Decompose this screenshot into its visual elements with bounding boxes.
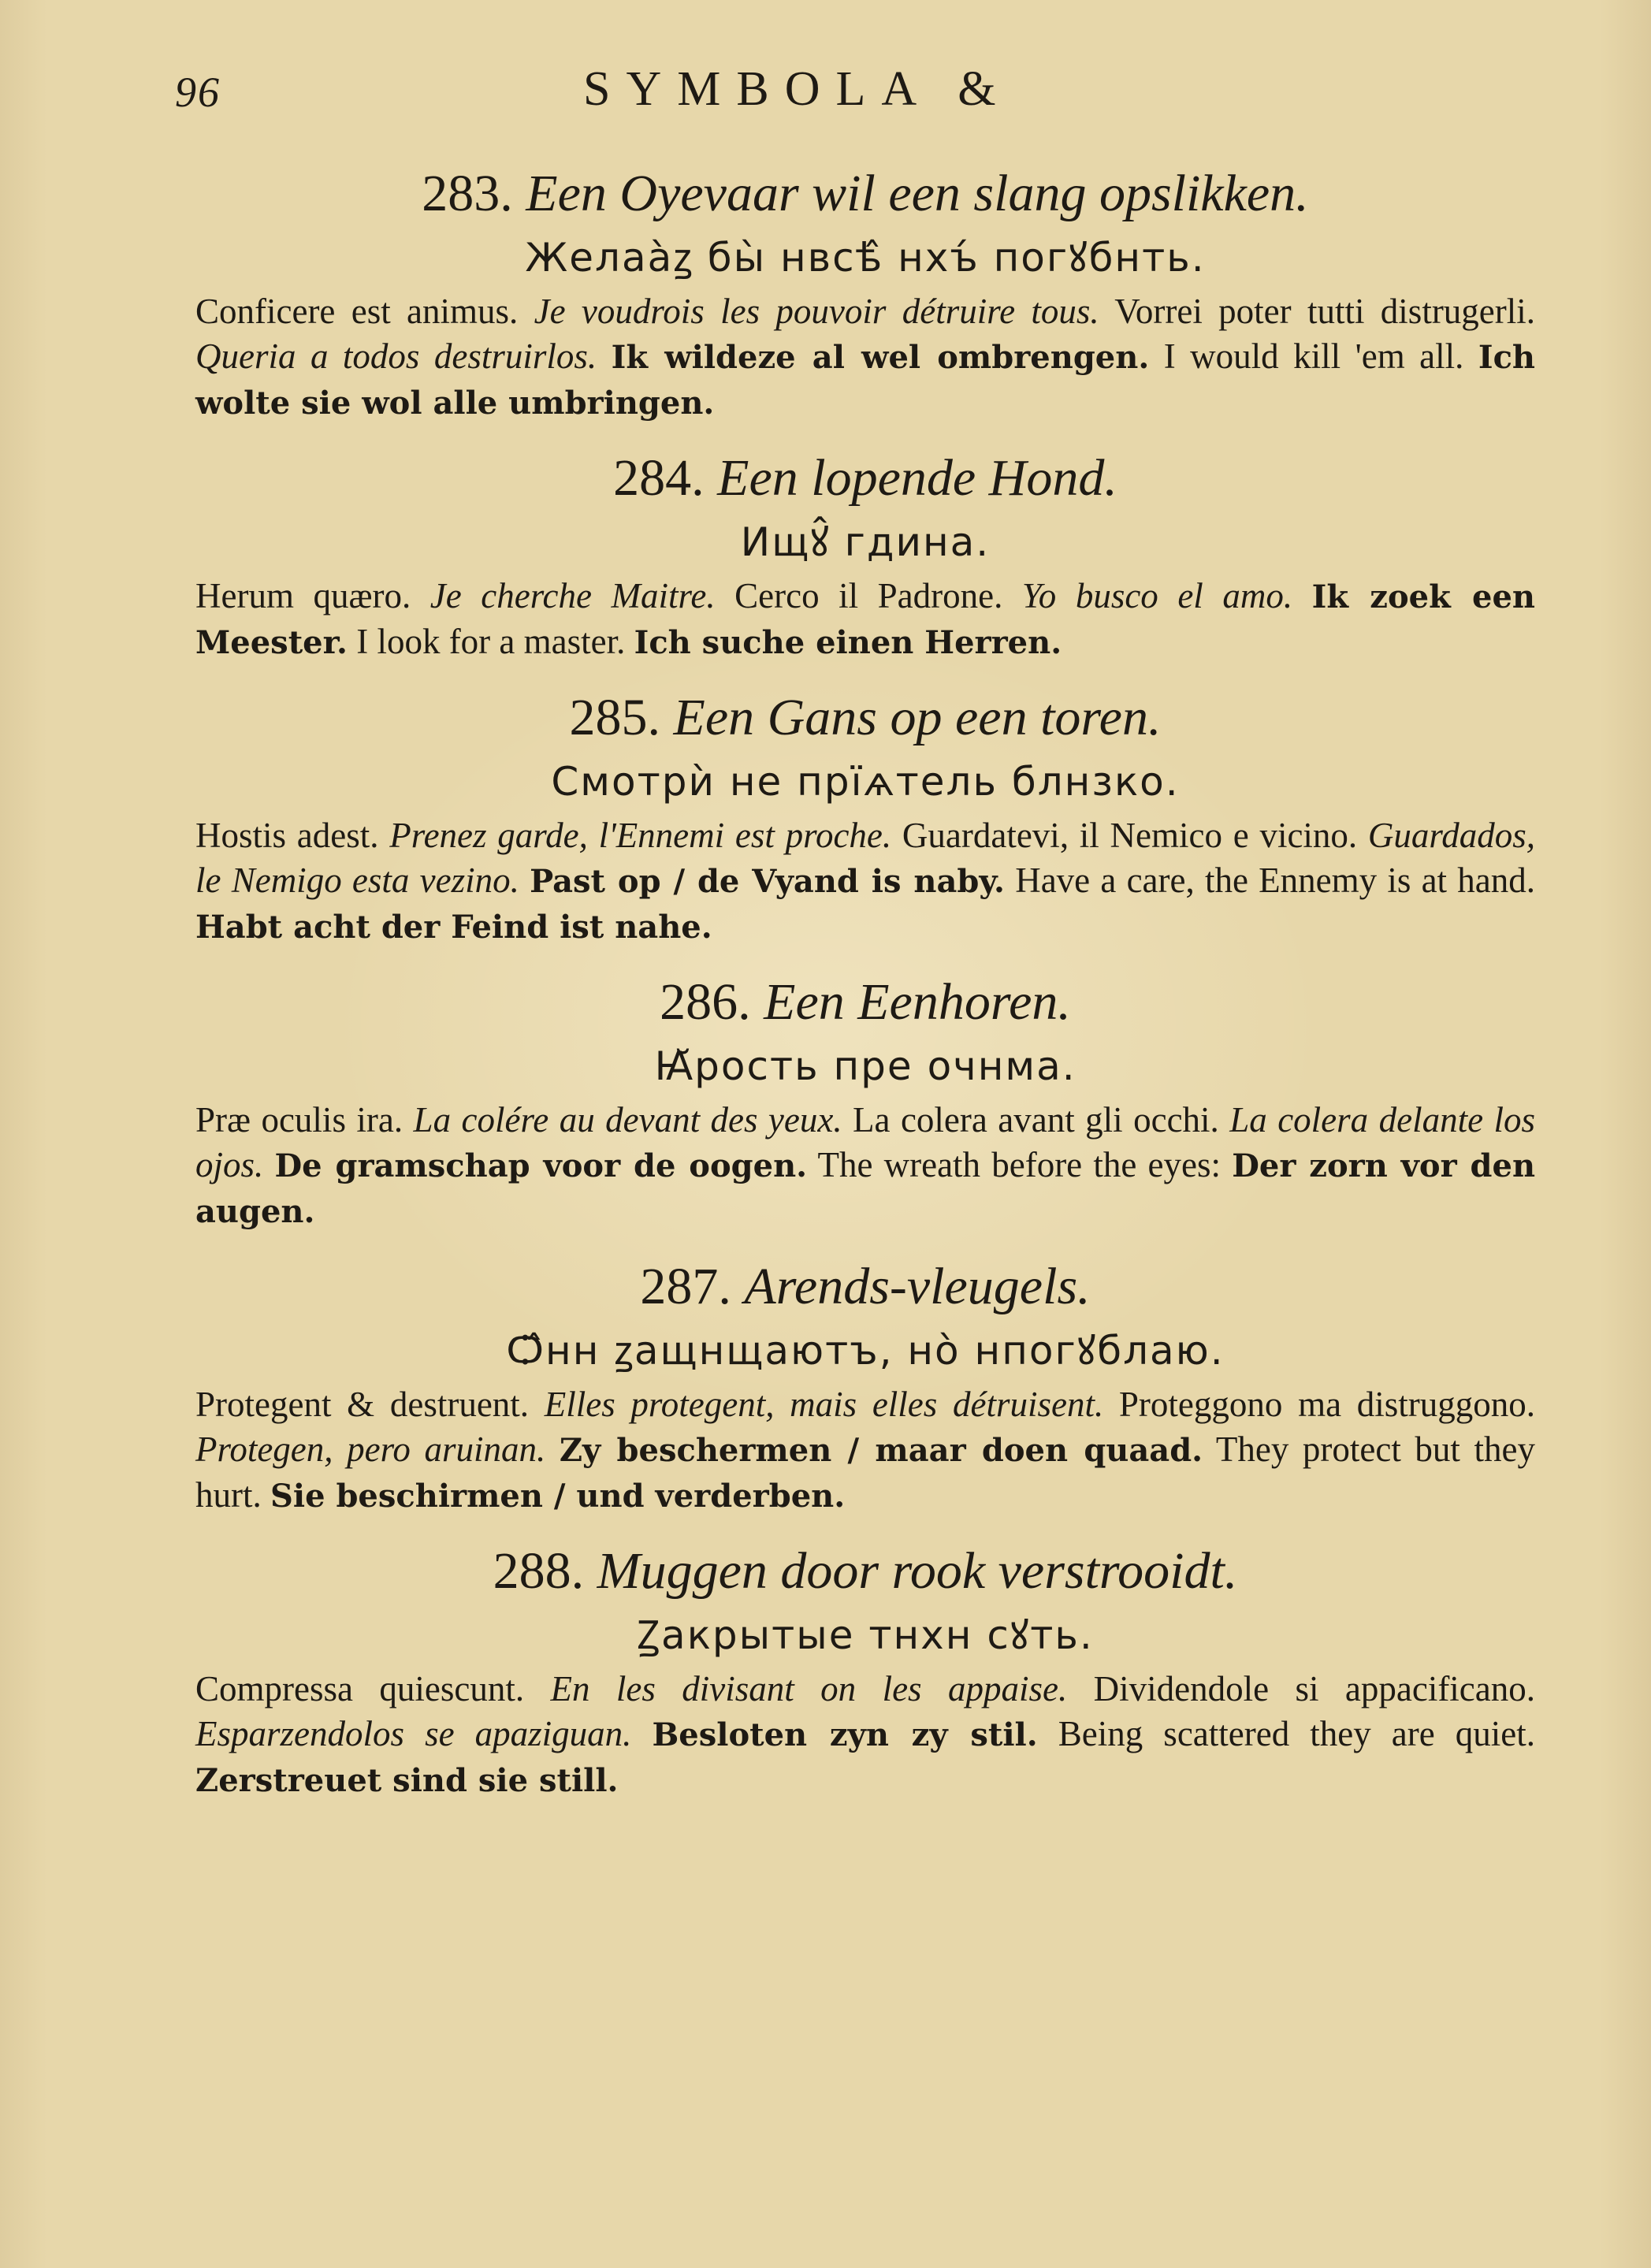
- english-motto: Have a care, the Ennemy is at hand.: [1015, 861, 1536, 900]
- german-motto: Der zorn vor den augen.: [195, 1147, 1536, 1230]
- latin-motto: Conficere est animus.: [195, 292, 519, 331]
- dutch-motto: Ik zoek een Meester.: [195, 578, 1536, 661]
- german-motto: Ich suche einen Herren.: [634, 624, 1062, 661]
- entry-number: 287.: [640, 1258, 731, 1315]
- emblem-entry: [195, 970, 1535, 1234]
- emblem-entry: [195, 1539, 1535, 1803]
- dutch-motto: Past op / de Vyand is naby.: [530, 863, 1005, 900]
- latin-motto: Compressa quiescunt.: [195, 1669, 525, 1708]
- italian-motto: Guardatevi, il Nemico e vicino.: [902, 816, 1358, 855]
- italian-motto: La colera avant gli occhi.: [853, 1100, 1219, 1140]
- entry-heading: [195, 1539, 1535, 1604]
- entry-cyrillic-motto: Ѻ̂нн ꙁащнщаютъ, но̀ нпогꙋблаю.: [506, 1328, 1225, 1374]
- entry-cyrillic-motto: Смотрѝ не прїѧтель блнзко.: [551, 759, 1180, 805]
- entry-cyrillic-motto: Ꙁакрытые тнхн сꙋть.: [637, 1612, 1094, 1658]
- french-motto: Elles protegent, mais elles détruisent.: [544, 1385, 1104, 1424]
- latin-motto: Herum quæro.: [195, 576, 411, 615]
- spanish-motto: Guardados, le Nemigo esta vezino.: [195, 816, 1536, 900]
- entry-heading: [195, 446, 1535, 511]
- entry-heading: [195, 1255, 1535, 1319]
- french-motto: La colére au devant des yeux.: [413, 1100, 842, 1140]
- spanish-motto: Esparzendolos se apaziguan.: [195, 1714, 632, 1753]
- page-content: [195, 162, 1535, 1803]
- entry-title: Muggen door rook verstrooidt.: [597, 1542, 1238, 1600]
- french-motto: Je voudrois les pouvoir détruire tous.: [534, 292, 1099, 331]
- entry-cyrillic-motto: Ꙗ̆рость пре очнма.: [654, 1043, 1076, 1089]
- entry-cyrillic-motto: Желаа̀ꙁ бы̀ нвсѣ̂ нхъ́ погꙋбнть.: [525, 235, 1206, 281]
- german-motto: Ich wolte sie wol alle umbringen.: [195, 339, 1536, 422]
- entry-title: Een lopende Hond.: [717, 449, 1117, 507]
- dutch-motto: Zy beschermen / maar doen quaad.: [559, 1432, 1203, 1469]
- spanish-motto: La colera delante los ojos.: [195, 1100, 1536, 1184]
- french-motto: Je cherche Maitre.: [429, 576, 716, 615]
- emblem-entry: [195, 1255, 1535, 1519]
- italian-motto: Vorrei poter tutti distrugerli.: [1114, 292, 1536, 331]
- dutch-motto: Ik wildeze al wel ombrengen.: [611, 339, 1150, 376]
- emblem-entry: [195, 686, 1535, 950]
- german-motto: Zerstreuet sind sie still.: [195, 1762, 619, 1799]
- emblem-entry: [195, 162, 1535, 426]
- english-motto: I look for a master.: [356, 622, 626, 661]
- spanish-motto: Yo busco el amo.: [1021, 576, 1293, 615]
- entry-translations: [195, 1098, 1535, 1234]
- entry-heading: [195, 686, 1535, 750]
- entry-title: Een Oyevaar wil een slang opslikken.: [526, 165, 1309, 222]
- dutch-motto: Besloten zyn zy stil.: [652, 1716, 1038, 1753]
- emblem-entry: [195, 446, 1535, 665]
- entry-translations: [195, 289, 1535, 426]
- entry-number: 284.: [613, 449, 705, 507]
- french-motto: En les divisant on les appaise.: [550, 1669, 1068, 1708]
- entry-translations: [195, 574, 1535, 665]
- entry-title: Arends-vleugels.: [744, 1258, 1091, 1315]
- italian-motto: Dividendole si appacificano.: [1093, 1669, 1536, 1708]
- english-motto: Being scattered they are quiet.: [1058, 1714, 1536, 1753]
- entry-heading: [195, 970, 1535, 1035]
- french-motto: Prenez garde, l'Ennemi est proche.: [389, 816, 892, 855]
- running-head-title: SYMBOLA &: [583, 62, 1012, 116]
- spanish-motto: Protegen, pero aruinan.: [195, 1430, 546, 1469]
- entry-translations: [195, 1382, 1535, 1519]
- english-motto: I would kill 'em all.: [1163, 336, 1464, 376]
- german-motto: Habt acht der Feind ist nahe.: [195, 909, 712, 946]
- latin-motto: Hostis adest.: [195, 816, 379, 855]
- entry-number: 285.: [569, 689, 661, 746]
- entry-heading: [195, 162, 1535, 226]
- german-motto: Sie beschirmen / und verderben.: [270, 1478, 846, 1515]
- entry-translations: [195, 813, 1535, 950]
- entry-number: 283.: [422, 165, 513, 222]
- entry-number: 288.: [493, 1542, 585, 1600]
- italian-motto: Cerco il Padrone.: [734, 576, 1003, 615]
- latin-motto: Præ oculis ira.: [195, 1100, 403, 1140]
- spanish-motto: Queria a todos destruirlos.: [195, 336, 597, 376]
- entry-cyrillic-motto: Ищꙋ̂ гдина.: [740, 519, 991, 565]
- entry-title: Een Eenhoren.: [764, 973, 1071, 1031]
- entry-title: Een Gans op een toren.: [673, 689, 1162, 746]
- latin-motto: Protegent & destruent.: [195, 1385, 530, 1424]
- dutch-motto: De gramschap voor de oogen.: [274, 1147, 808, 1184]
- english-motto: The wreath before the eyes:: [817, 1145, 1221, 1184]
- italian-motto: Proteggono ma distruggono.: [1118, 1385, 1535, 1424]
- page-number: 96: [175, 69, 221, 116]
- entry-translations: [195, 1667, 1535, 1803]
- entry-number: 286.: [660, 973, 751, 1031]
- running-head: [0, 61, 1651, 125]
- english-motto: They protect but they hurt.: [195, 1430, 1535, 1515]
